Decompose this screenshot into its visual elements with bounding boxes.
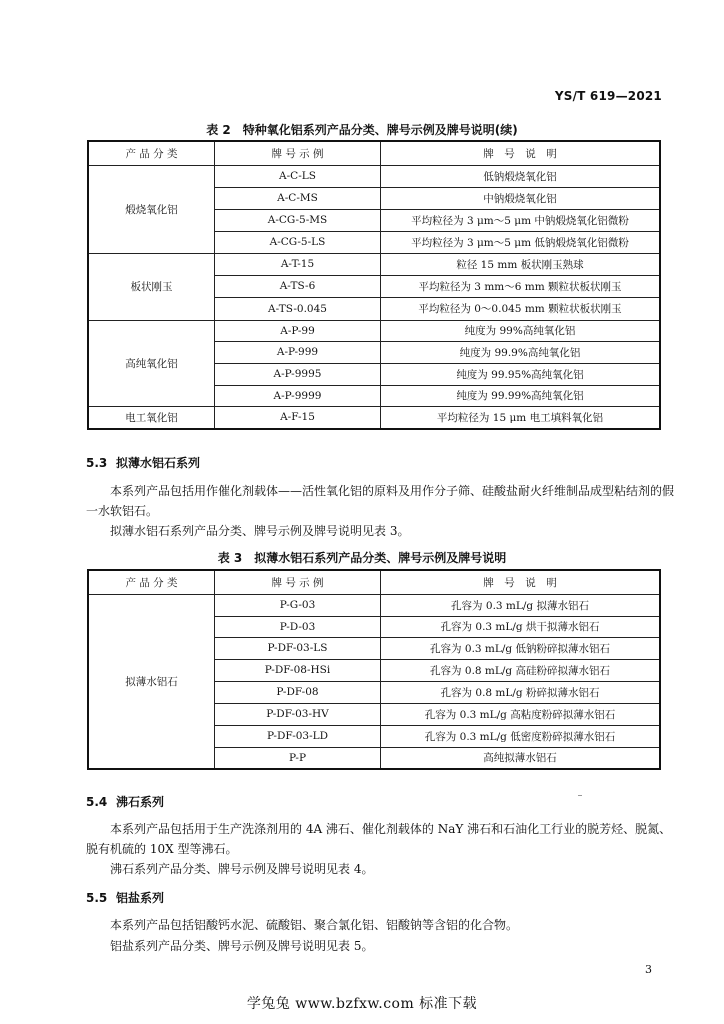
grade-code-cell: P-D-03	[215, 616, 381, 637]
grade-description-cell: 孔容为 0.3 mL/g 高粘度粉碎拟薄水铝石	[381, 703, 661, 725]
section-5-5-paragraph-2: 铝盐系列产品分类、牌号示例及牌号说明见表 5。	[110, 939, 374, 953]
section-5-5-heading	[86, 889, 164, 906]
column-header: 牌 号 说 明	[381, 570, 661, 594]
footer-watermark-text: 学兔兔 www.bzfxw.com 标准下载	[246, 996, 478, 1012]
grade-code-cell: P-G-03	[215, 594, 381, 616]
table3-caption: 表 3 拟薄水铝石系列产品分类、牌号示例及牌号说明	[217, 551, 507, 565]
grade-description-cell: 纯度为 99.95%高纯氧化铝	[381, 363, 661, 385]
grade-code-cell: P-DF-03-LS	[215, 637, 381, 659]
grade-description-cell: 纯度为 99.9%高纯氧化铝	[381, 341, 661, 363]
category-cell: 高纯氧化铝	[88, 320, 215, 406]
section-number: 5.4	[86, 795, 108, 809]
grade-code-cell: A-TS-0.045	[215, 297, 381, 320]
category-cell: 板状刚玉	[88, 253, 215, 320]
grade-code-cell: A-P-999	[215, 341, 381, 363]
grade-code-cell: A-CG-5-LS	[215, 231, 381, 253]
table-row	[88, 165, 660, 187]
section-number: 5.3	[86, 456, 108, 470]
grade-code-cell: A-F-15	[215, 406, 381, 429]
category-cell: 电工氧化铝	[88, 406, 215, 429]
category-cell: 拟薄水铝石	[88, 594, 215, 769]
column-header: 产 品 分 类	[88, 141, 215, 165]
grade-code-cell: A-P-9995	[215, 363, 381, 385]
section-5-3-paragraph-2: 拟薄水铝石系列产品分类、牌号示例及牌号说明见表 3。	[110, 524, 410, 538]
section-title: 拟薄水铝石系列	[116, 456, 201, 470]
grade-description-cell: 孔容为 0.3 mL/g 低钠粉碎拟薄水铝石	[381, 637, 661, 659]
grade-code-cell: A-T-15	[215, 253, 381, 275]
grade-code-cell: A-C-MS	[215, 187, 381, 209]
column-header: 牌 号 示 例	[215, 141, 381, 165]
table2-caption: 表 2 特种氧化铝系列产品分类、牌号示例及牌号说明(续)	[206, 123, 518, 137]
table2	[87, 140, 661, 430]
grade-code-cell: P-DF-03-LD	[215, 725, 381, 747]
standard-code: YS/T 619—2021	[554, 89, 662, 103]
table-row	[88, 594, 660, 616]
grade-description-cell: 高纯拟薄水铝石	[381, 747, 661, 769]
grade-code-cell: A-P-9999	[215, 385, 381, 406]
grade-description-cell: 平均粒径为 3 μm～5 μm 低钠煅烧氧化铝微粉	[381, 231, 661, 253]
grade-code-cell: A-TS-6	[215, 275, 381, 297]
section-5-4-heading	[86, 793, 164, 810]
grade-code-cell: P-DF-08-HSi	[215, 659, 381, 681]
table-row	[88, 320, 660, 341]
grade-description-cell: 粒径 15 mm 板状刚玉熟球	[381, 253, 661, 275]
grade-description-cell: 孔容为 0.8 mL/g 粉碎拟薄水铝石	[381, 681, 661, 703]
column-header: 牌 号 说 明	[381, 141, 661, 165]
scan-speck	[578, 795, 582, 796]
grade-description-cell: 平均粒径为 3 mm～6 mm 颗粒状板状刚玉	[381, 275, 661, 297]
grade-code-cell: P-P	[215, 747, 381, 769]
column-header: 产 品 分 类	[88, 570, 215, 594]
table-header-row	[88, 141, 660, 165]
grade-description-cell: 孔容为 0.8 mL/g 高硅粉碎拟薄水铝石	[381, 659, 661, 681]
grade-description-cell: 平均粒径为 15 μm 电工填料氧化铝	[381, 406, 661, 429]
table3	[87, 569, 661, 770]
section-number: 5.5	[86, 891, 108, 905]
grade-description-cell: 纯度为 99%高纯氧化铝	[381, 320, 661, 341]
category-cell: 煅烧氧化铝	[88, 165, 215, 253]
grade-description-cell: 中钠煅烧氧化铝	[381, 187, 661, 209]
table-header-row	[88, 570, 660, 594]
page-number: 3	[645, 963, 652, 976]
grade-description-cell: 平均粒径为 0～0.045 mm 颗粒状板状刚玉	[381, 297, 661, 320]
section-5-3-heading	[86, 454, 200, 471]
section-5-5-paragraph-1: 本系列产品包括铝酸钙水泥、硫酸铝、聚合氯化铝、铝酸钠等含铝的化合物。	[110, 918, 519, 932]
section-5-4-paragraph-2: 沸石系列产品分类、牌号示例及牌号说明见表 4。	[110, 862, 374, 876]
grade-code-cell: P-DF-03-HV	[215, 703, 381, 725]
grade-code-cell: P-DF-08	[215, 681, 381, 703]
section-title: 沸石系列	[116, 795, 165, 809]
table-row	[88, 406, 660, 429]
column-header: 牌 号 示 例	[215, 570, 381, 594]
grade-description-cell: 孔容为 0.3 mL/g 烘干拟薄水铝石	[381, 616, 661, 637]
grade-description-cell: 孔容为 0.3 mL/g 拟薄水铝石	[381, 594, 661, 616]
grade-code-cell: A-P-99	[215, 320, 381, 341]
section-5-3-paragraph-1: 本系列产品包括用作催化剂载体——活性氧化铝的原料及用作分子筛、硅酸盐耐火纤维制品成型粘结剂的假一水软铝石。	[86, 484, 675, 518]
grade-description-cell: 平均粒径为 3 μm～5 μm 中钠煅烧氧化铝微粉	[381, 209, 661, 231]
grade-description-cell: 孔容为 0.3 mL/g 低密度粉碎拟薄水铝石	[381, 725, 661, 747]
grade-description-cell: 纯度为 99.99%高纯氧化铝	[381, 385, 661, 406]
grade-code-cell: A-CG-5-MS	[215, 209, 381, 231]
table-row	[88, 253, 660, 275]
grade-description-cell: 低钠煅烧氧化铝	[381, 165, 661, 187]
section-title: 铝盐系列	[116, 891, 165, 905]
section-5-4-paragraph-1: 本系列产品包括用于生产洗涤剂用的 4A 沸石、催化剂载体的 NaY 沸石和石油化工行业的脱芳烃、脱氮、脱有机硫的 10X 型等沸石。	[86, 822, 672, 856]
grade-code-cell: A-C-LS	[215, 165, 381, 187]
